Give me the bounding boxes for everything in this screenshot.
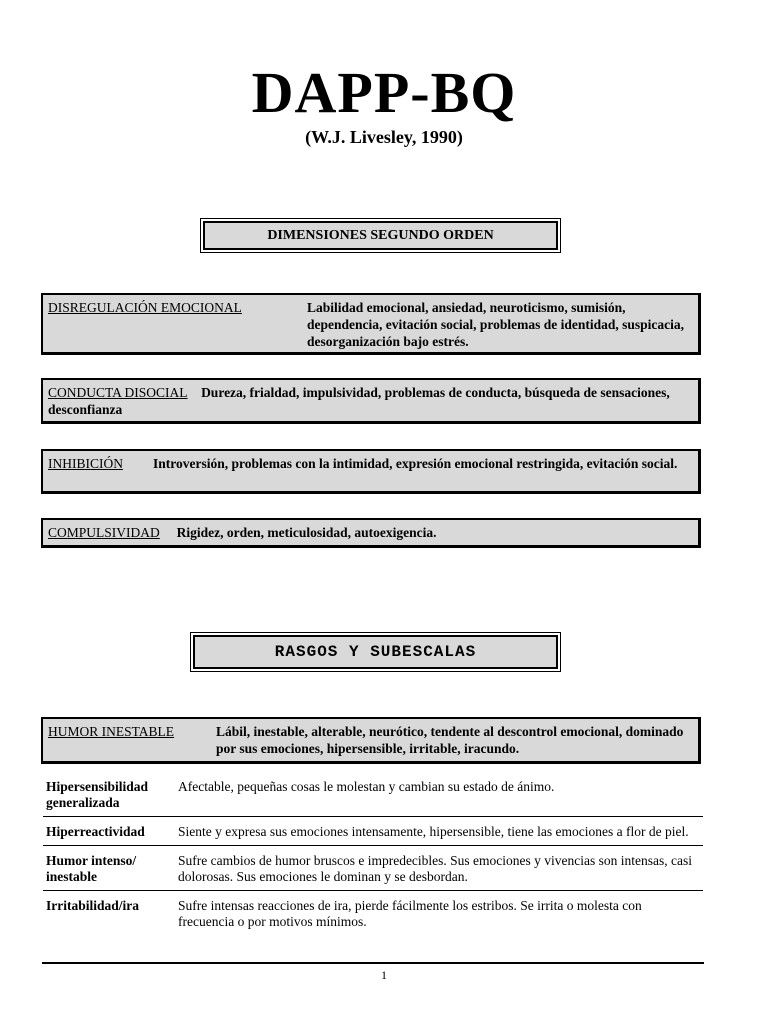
dimension-text: Dureza, frialdad, impulsividad, problemas de conducta, búsqueda de sensaciones, desconfianza [48, 385, 670, 417]
subscale-name: Hipersensibilidad generalizada [43, 772, 175, 817]
dimension-box [41, 518, 701, 548]
dimension-text: Rigidez, orden, meticulosidad, autoexigencia. [176, 525, 437, 540]
dimension-box [41, 378, 701, 424]
dimension-box [41, 293, 701, 355]
dimension-box [41, 449, 701, 494]
section-header-dimensions [200, 218, 561, 253]
subscale-desc: Siente y expresa sus emociones intensamente, hipersensible, tiene las emociones a flor de piel. [175, 817, 703, 846]
footer-divider [42, 962, 704, 964]
table-row [43, 891, 703, 936]
dimension-label: CONDUCTA DISOCIAL [48, 385, 188, 400]
trait-text: Lábil, inestable, alterable, neurótico, tendente al descontrol emocional, dominado por sus emociones, hipersensible, irritable, iracundo. [216, 724, 684, 756]
section-header-dimensions-label: DIMENSIONES SEGUNDO ORDEN [203, 221, 558, 250]
subscale-name: Hiperreactividad [43, 817, 175, 846]
dimension-label: COMPULSIVIDAD [48, 525, 160, 540]
page-number: 1 [381, 968, 387, 982]
section-header-traits-label: RASGOS Y SUBESCALAS [193, 635, 558, 669]
page-title: DAPP-BQ [251, 60, 517, 125]
section-header-traits [190, 632, 561, 672]
dimension-label: INHIBICIÓN [48, 456, 123, 471]
subscale-name: Humor intenso/ inestable [43, 846, 175, 891]
table-row [43, 817, 703, 846]
subscales-table [43, 772, 703, 935]
subscale-desc: Sufre intensas reacciones de ira, pierde fácilmente los estribos. Se irrita o molesta con frecuencia o por motivos mínimos. [178, 898, 642, 929]
dimension-text: Introversión, problemas con la intimidad, expresión emocional restringida, evitación social. [153, 456, 678, 471]
subscale-name: Irritabilidad/ira [46, 898, 140, 913]
trait-box [41, 717, 701, 764]
subscale-desc: Sufre cambios de humor bruscos e impredecibles. Sus emociones y vivencias son intensas, casi dolorosas. Sus emociones le dominan y se desbordan. [175, 846, 703, 891]
table-row [43, 772, 703, 817]
table-row [43, 846, 703, 891]
dimension-text: Labilidad emocional, ansiedad, neuroticismo, sumisión, dependencia, evitación social, problemas de identidad, suspicacia, desorganización bajo estrés. [307, 300, 685, 349]
dimension-label: DISREGULACIÓN EMOCIONAL [48, 300, 242, 315]
page-subtitle: (W.J. Livesley, 1990) [305, 127, 463, 147]
subscale-desc: Afectable, pequeñas cosas le molestan y cambian su estado de ánimo. [175, 772, 703, 817]
trait-label: HUMOR INESTABLE [48, 724, 175, 739]
